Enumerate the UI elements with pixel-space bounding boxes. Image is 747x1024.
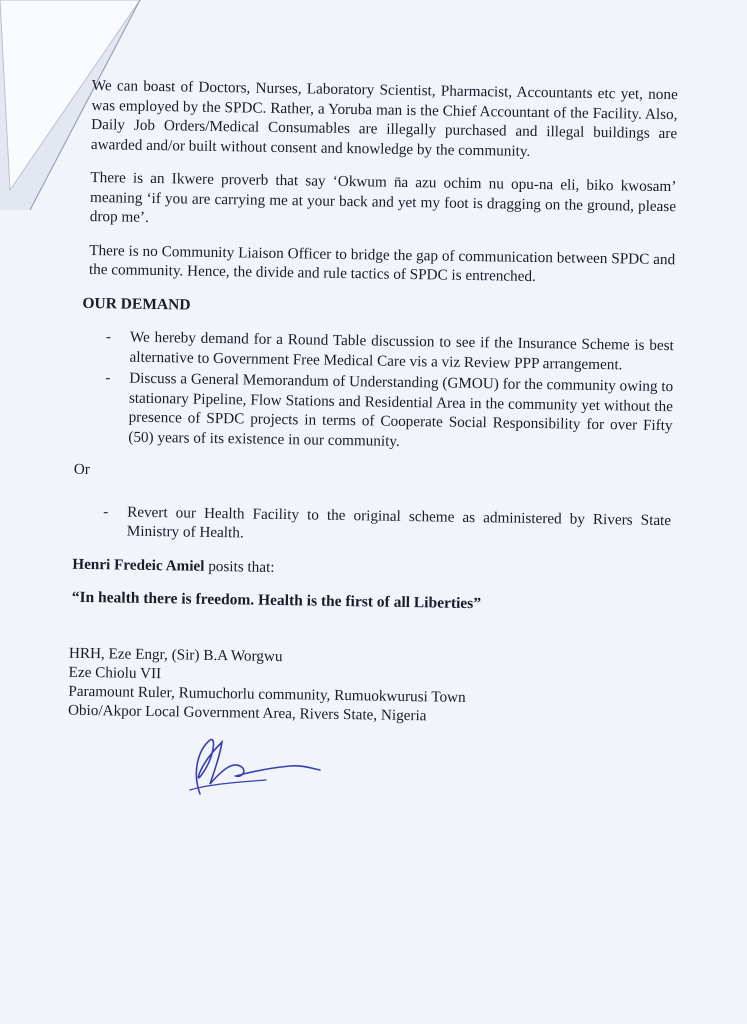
demand-item-text: We hereby demand for a Round Table discussion to see if the Insurance Scheme is best alternative to Government Free Medical Care vis a viz Review PPP arrangement. [129,328,674,373]
paragraph-liaison: There is no Community Liaison Officer to bridge the gap of communication between SPDC and the community. Hence, the divide and rule tactics of SPDC is entrenched. [88,241,676,285]
revert-item-text: Revert our Health Facility to the original scheme as administered by Rivers State Ministry of Health. [126,503,672,542]
signatory-position: Paramount Ruler, Rumuchorlu community, Rumuokwurusi Town [68,682,466,706]
paragraph-staffing: We can boast of Doctors, Nurses, Laboratory Scientist, Pharmacist, Accountants etc yet, none was employed by the SPDC. Rather, a Yoruba man is the Chief Accountant of the Facility. Also, Daily Job Orders/Medical Consumables are illegally purchased and illegal buildings are awarded and/or built without consent and knowledge by the community. [90,76,678,160]
signatory-name: HRH, Eze Engr, (Sir) B.A Worgwu [68,644,283,665]
demand-heading: OUR DEMAND [82,294,191,314]
demand-list [86,327,674,455]
bullet-dash: - [103,502,109,520]
bullet-dash: - [105,328,112,346]
bullet-dash: - [105,369,111,387]
signatory-location: Obio/Akpor Local Government Area, Rivers State, Nigeria [67,701,427,724]
signatory-block [68,643,669,728]
list-item [86,368,673,455]
quote-author: Henri Fredeic Amiel [72,555,205,575]
paragraph-proverb: There is an Ikwere proverb that say ‘Okwum n̄a azu ochim nu opu-na eli, biko kwosam’ meaning ‘if you are carrying me at your back and yet my foot is dragging on the ground, please drop me’. [89,168,677,226]
or-separator: Or [73,460,90,479]
list-item [85,501,672,549]
demand-item-text: Discuss a General Memorandum of Understanding (GMOU) for the community owing to stationary Pipeline, Flow Stations and Residential Area in the community yet without the presence of SPDC projects in terms of Cooperate Social Responsibility for over Fifty (50) years of its existence in our community. [128,369,674,450]
quote-text: “In health there is freedom. Health is the first of all Liberties” [71,588,482,613]
letter-body [67,76,678,729]
quote-intro-suffix: posits that: [204,557,275,576]
signature-scribble [170,732,340,802]
list-item [87,327,674,375]
signatory-title: Eze Chiolu VII [68,663,162,682]
alternative-list [85,501,672,549]
quote-intro [72,554,670,583]
